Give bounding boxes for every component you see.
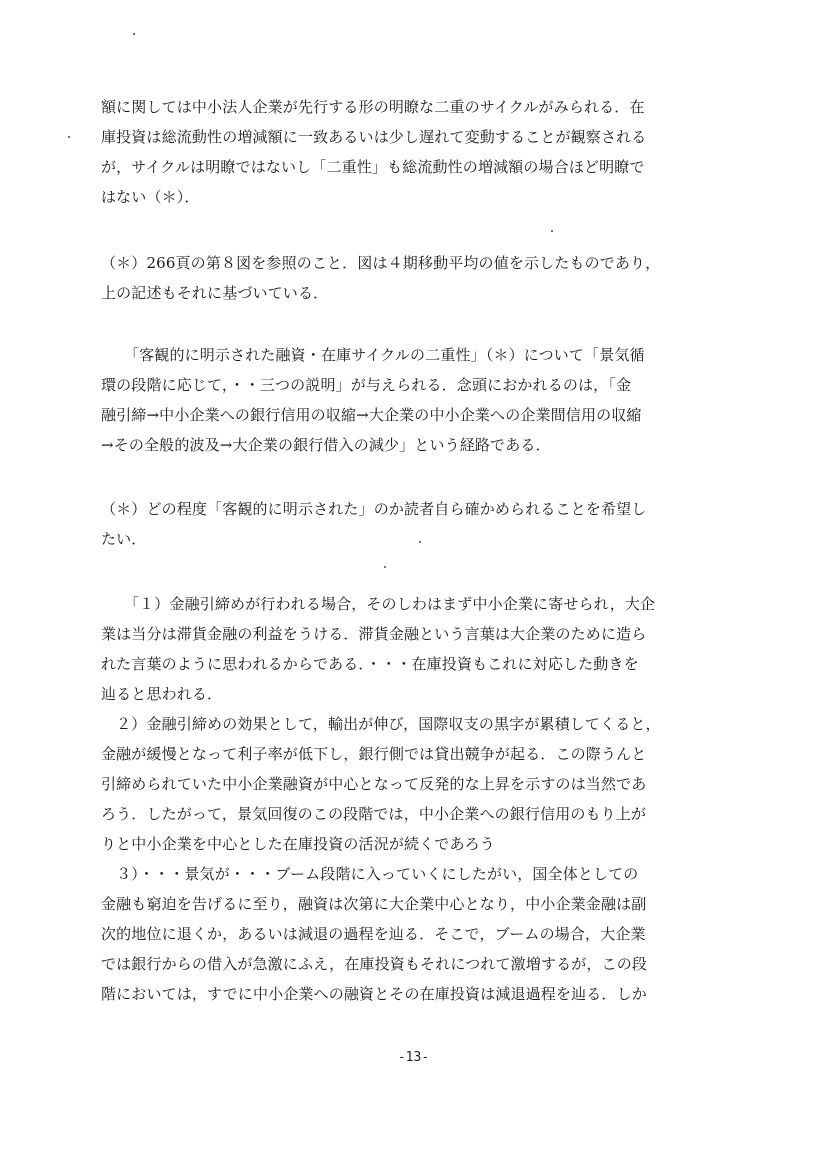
text-line: ２）金融引締めの効果として，輸出が伸び，国際収支の黒字が累積してくると， [101, 715, 661, 733]
scan-speck [68, 136, 70, 138]
text-line: 上の記述もそれに基づいている． [101, 284, 329, 302]
text-line: 金融も窮迫を告げるに至り，融資は次第に大企業中心となり，中小企業金融は副 [101, 895, 647, 913]
text-line: ろう．したがって，景気回復のこの段階では，中小企業への銀行信用のもり上が [101, 805, 647, 823]
text-line: ３）・・・景気が・・・ブーム段階に入っていくにしたがい，国全体としての [101, 865, 639, 883]
page-number: -13- [397, 1050, 430, 1065]
text-line: が，サイクルは明瞭ではないし「二重性」も総流動性の増減額の場合ほど明瞭で [101, 158, 645, 176]
text-line: 「客観的に明示された融資・在庫サイクルの二重性」（＊）について「景気循 [124, 346, 645, 364]
text-line: はない（＊）． [101, 188, 200, 206]
text-line: 環の段階に応じて，・・三つの説明」が与えられる．念頭におかれるのは，「金 [101, 376, 632, 394]
text-line: 額に関しては中小法人企業が先行する形の明瞭な二重のサイクルがみられる．在 [101, 98, 645, 116]
text-line: 庫投資は総流動性の増減額に一致あるいは少し遅れて変動することが観察される [101, 128, 647, 146]
text-line: 金融が緩慢となって利子率が低下し，銀行側では貸出競争が起る．この際うんと [101, 745, 647, 763]
text-line: りと中小企業を中心とした在庫投資の活況が続くであろう [101, 835, 495, 853]
text-line: 引締められていた中小企業融資が中心となって反発的な上昇を示すのは当然であ [101, 775, 647, 793]
text-line: →その全般的波及→大企業の銀行借入の減少」という経路である． [101, 436, 551, 454]
text-line: 融引締→中小企業への銀行信用の収縮→大企業の中小企業への企業間信用の収縮 [101, 406, 642, 424]
text-line: 「１）金融引締めが行われる場合，そのしわはまず中小企業に寄せられ，大企 [124, 595, 656, 613]
scan-speck [551, 230, 553, 232]
text-line: 辿ると思われる． [101, 685, 223, 703]
text-line: たい． [101, 530, 147, 548]
text-line: では銀行からの借入が急激にふえ，在庫投資もそれにつれて激増するが，この段 [101, 955, 648, 973]
text-line: （＊）どの程度「客観的に明示された」のか読者自ら確かめられることを希望し [101, 500, 647, 518]
text-line: れた言葉のように思われるからである．・・・在庫投資もこれに対応した動きを [101, 655, 639, 673]
text-line: 業は当分は滞貨金融の利益をうける．滞貨金融という言葉は大企業のために造ら [101, 625, 647, 643]
text-line: 階においては，すでに中小企業への融資とその在庫投資は減退過程を辿る．しか [101, 985, 647, 1003]
text-line: 次的地位に退くか，あるいは減退の過程を辿る．そこで，ブームの場合，大企業 [101, 925, 646, 943]
scan-speck [133, 33, 135, 35]
text-line: （＊）266頁の第８図を参照のこと．図は４期移動平均の値を示したものであり， [101, 254, 661, 272]
scan-speck [384, 566, 386, 568]
